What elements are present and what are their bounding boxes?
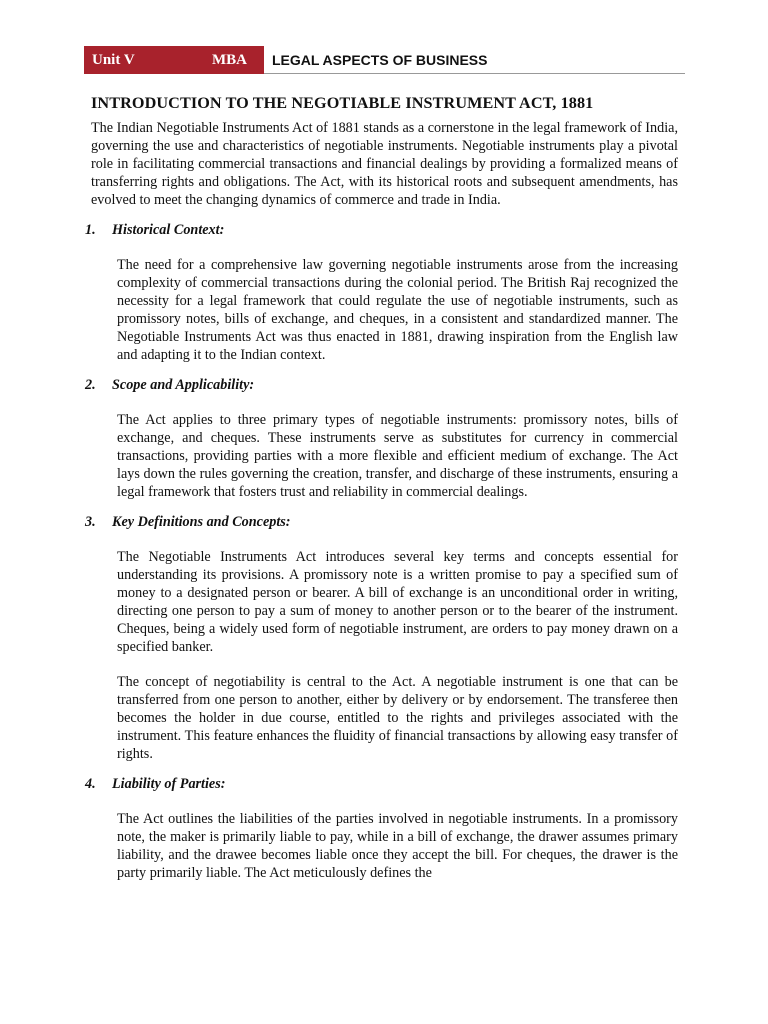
section-number: 2. bbox=[85, 377, 96, 393]
unit-badge bbox=[84, 46, 264, 74]
page-header bbox=[84, 46, 685, 74]
section-heading bbox=[85, 775, 678, 793]
section-heading bbox=[85, 376, 678, 394]
section-paragraph: The need for a comprehensive law governing negotiable instruments arose from the increasing complexity of commercial transactions during the colonial period. The British Raj recognized the necessity for a legal framework that could regulate the use of negotiable instruments, such as promissory notes, bills of exchange, and cheques, in a consistent and standardized manner. The Negotiable Instruments Act was thus enacted in 1881, drawing inspiration from the English law and adapting it to the Indian context. bbox=[117, 257, 678, 363]
document-body bbox=[85, 92, 678, 882]
section-title: Liability of Parties: bbox=[112, 776, 226, 792]
section-paragraph: The Negotiable Instruments Act introduces several key terms and concepts essential for understanding its provisions. A promissory note is a written promise to pay a specified sum of money to a designated person or bearer. A bill of exchange is an unconditional order in writing, directing one person to pay a sum of money to another person or to the bearer of the instrument. Cheques, being a widely used form of negotiable instrument, are orders to pay money drawn on a specified banker. bbox=[117, 549, 678, 655]
section-heading bbox=[85, 221, 678, 239]
section-number: 4. bbox=[85, 776, 96, 792]
unit-label: Unit V bbox=[92, 51, 135, 68]
program-label: MBA bbox=[212, 51, 247, 68]
section-number: 3. bbox=[85, 514, 96, 530]
section-number: 1. bbox=[85, 222, 96, 238]
section-paragraph: The Act outlines the liabilities of the parties involved in negotiable instruments. In a promissory note, the maker is primarily liable to pay, while in a bill of exchange, the drawer assumes primary liability, and the drawee becomes liable once they accept the bill. For cheques, the drawer is the party primarily liable. The Act meticulously defines the bbox=[117, 811, 678, 881]
section-title: Scope and Applicability: bbox=[112, 377, 255, 393]
page-title: INTRODUCTION TO THE NEGOTIABLE INSTRUMENT ACT, 1881 bbox=[91, 94, 594, 112]
section-paragraph: The Act applies to three primary types of negotiable instruments: promissory notes, bills of exchange, and cheques. These instruments serve as substitutes for currency in commercial transactions, providing parties with a more flexible and efficient medium of exchange. The Act lays down the rules governing the creation, transfer, and discharge of these instruments, ensuring a legal framework that fosters trust and reliability in commercial dealings. bbox=[117, 412, 678, 500]
subject-title: LEGAL ASPECTS OF BUSINESS bbox=[264, 46, 685, 74]
section-title: Key Definitions and Concepts: bbox=[112, 514, 291, 530]
intro-paragraph: The Indian Negotiable Instruments Act of 1881 stands as a cornerstone in the legal framework of India, governing the use and characteristics of negotiable instruments. Negotiable instruments play a pivotal role in facilitating commercial transactions and financial dealings by providing a formalized means of transferring rights and obligations. The Act, with its historical roots and subsequent amendments, has evolved to meet the changing dynamics of commerce and trade in India. bbox=[91, 120, 678, 208]
section-title: Historical Context: bbox=[112, 222, 225, 238]
section-heading bbox=[85, 513, 678, 531]
section-paragraph: The concept of negotiability is central to the Act. A negotiable instrument is one that can be transferred from one person to another, either by delivery or by endorsement. The transferee then becomes the holder in due course, entitled to the rights and privileges associated with the instrument. This feature enhances the fluidity of financial transactions by allowing easy transfer of rights. bbox=[117, 674, 678, 762]
